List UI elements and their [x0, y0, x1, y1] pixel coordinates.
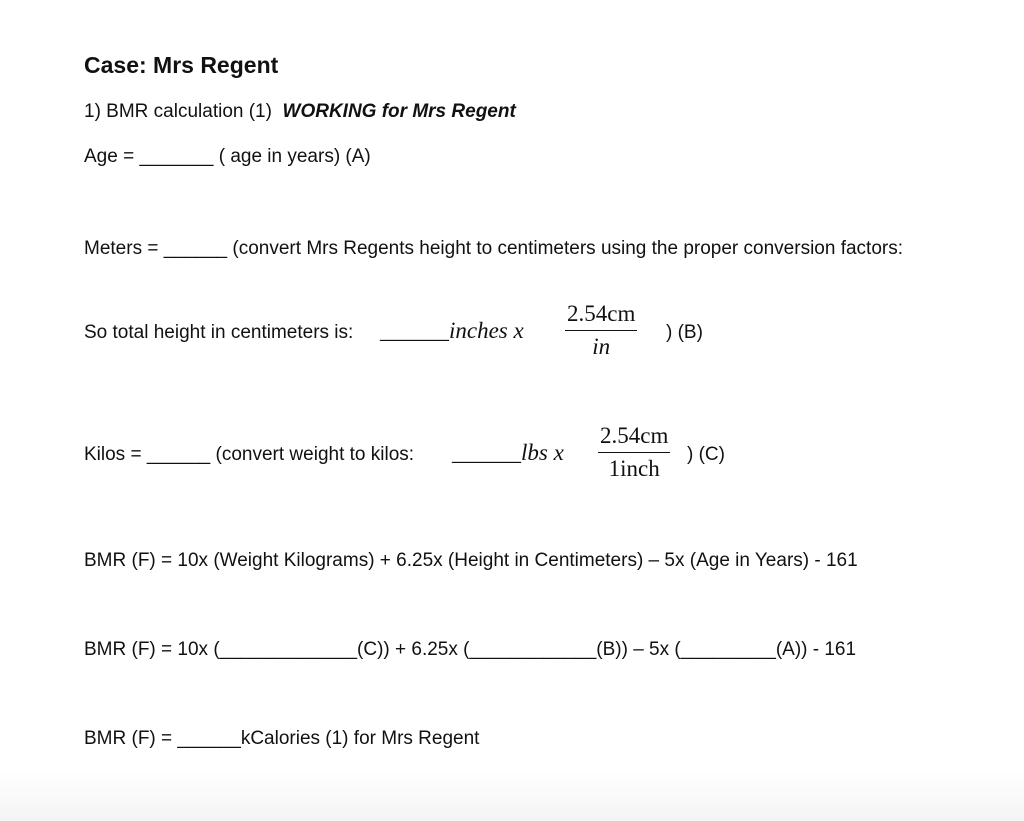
kilos-suffix: ) (C)	[687, 444, 725, 465]
age-line: Age = _______ ( age in years) (A)	[84, 146, 371, 167]
kilos-fraction-numerator: 2.54cm	[598, 423, 670, 453]
bmr-result-line: BMR (F) = ______kCalories (1) for Mrs Regent	[84, 728, 480, 749]
kilos-conversion-fraction	[598, 423, 670, 482]
height-blank-unit: ______inches x	[380, 318, 524, 343]
height-suffix: ) (B)	[666, 322, 703, 343]
bmr-formula-line: BMR (F) = 10x (Weight Kilograms) + 6.25x (Height in Centimeters) – 5x (Age in Years) - 161	[84, 550, 858, 571]
height-fraction-denominator: in	[592, 334, 611, 359]
kilos-label: Kilos = ______ (convert weight to kilos:	[84, 444, 415, 465]
page-bottom-fade	[0, 771, 1024, 821]
meters-line: Meters = ______ (convert Mrs Regents height to centimeters using the proper conversion factors:	[84, 238, 903, 259]
bmr-heading-prefix: 1) BMR calculation (1)	[84, 101, 272, 122]
kilos-fraction-denominator: 1inch	[608, 456, 660, 481]
bmr-heading	[84, 101, 516, 123]
height-fraction-numerator: 2.54cm	[565, 301, 637, 331]
case-title: Case: Mrs Regent	[84, 52, 279, 78]
kilos-blank-unit: ______lbs x	[452, 440, 564, 465]
height-label: So total height in centimeters is:	[84, 322, 354, 343]
bmr-heading-working: WORKING for Mrs Regent	[282, 101, 516, 122]
height-conversion-fraction	[565, 301, 637, 360]
bmr-fill-formula-line: BMR (F) = 10x (_____________(C)) + 6.25x (____________(B)) – 5x (_________(A)) - 161	[84, 639, 857, 660]
